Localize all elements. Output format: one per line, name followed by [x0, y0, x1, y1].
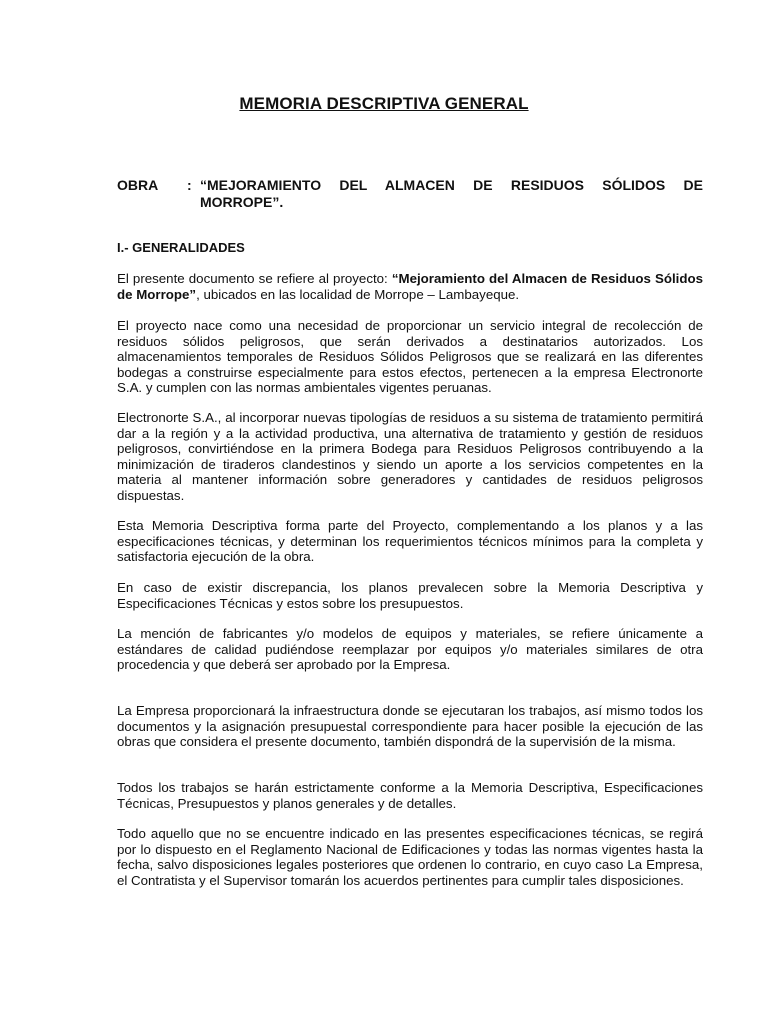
obra-label: OBRA: [117, 177, 159, 193]
section-heading: I.- GENERALIDADES: [117, 240, 245, 255]
obra-value: “MEJORAMIENTO DEL ALMACEN DE RESIDUOS SÓLIDOS DE MORROPE”.: [200, 177, 703, 210]
paragraph-1: El proyecto nace como una necesidad de proporcionar un servicio integral de recolección de residuos sólidos peligrosos, que serán derivados a destinatarios autorizados. Los almacenamientos temporales de Residuos Sólidos Peligrosos que se realizará en las diferentes bodegas a construirse especialmente para estos efectos, pertenecen a la empresa Electronorte S.A. y cumplen con las normas ambientales vigentes peruanas.: [117, 318, 703, 396]
intro-paragraph: [117, 271, 703, 302]
paragraph-7: Todos los trabajos se harán estrictamente conforme a la Memoria Descriptiva, Especificaciones Técnicas, Presupuestos y planos generales y de detalles.: [117, 780, 703, 811]
paragraph-5: La mención de fabricantes y/o modelos de equipos y materiales, se refiere únicamente a estándares de calidad pudiéndose reemplazar por equipos y/o materiales similares de otra procedencia y que deberá ser aprobado por la Empresa.: [117, 626, 703, 673]
paragraph-8: Todo aquello que no se encuentre indicado en las presentes especificaciones técnicas, se regirá por lo dispuesto en el Reglamento Nacional de Edificaciones y todas las normas vigentes hasta la fecha, salvo disposiciones legales posteriores que ordenen lo contrario, en cuyo caso La Empresa, el Contratista y el Supervisor tomarán los acuerdos pertinentes para cumplir tales disposiciones.: [117, 826, 703, 888]
project-name: “Mejoramiento del Almacen de Residuos Sólidos de Morrope”: [117, 271, 703, 302]
paragraph-6: La Empresa proporcionará la infraestructura donde se ejecutaran los trabajos, así mismo todos los documentos y la asignación presupuestal correspondiente para hacer posible la ejecución de las obras que considera el presente documento, también dispondrá de la supervisión de la misma.: [117, 703, 703, 750]
paragraph-2: Electronorte S.A., al incorporar nuevas tipologías de residuos a su sistema de tratamiento permitirá dar a la región y a la actividad productiva, una alternativa de tratamiento y gestión de residuos peligrosos, convirtiéndose en la primera Bodega para Residuos Peligrosos contribuyendo a la minimización de tiraderos clandestinos y siendo un aporte a los servicios competentes en la materia al mantener información sobre generadores y cantidades de residuos peligrosos dispuestas.: [117, 410, 703, 503]
intro-text-pre: El presente documento se refiere al proyecto:: [117, 271, 392, 286]
paragraph-3: Esta Memoria Descriptiva forma parte del Proyecto, complementando a los planos y a las especificaciones técnicas, y determinan los requerimientos técnicos mínimos para la completa y satisfactoria ejecución de la obra.: [117, 518, 703, 565]
paragraph-4: En caso de existir discrepancia, los planos prevalecen sobre la Memoria Descriptiva y Especificaciones Técnicas y estos sobre los presupuestos.: [117, 580, 703, 611]
intro-text-post: , ubicados en las localidad de Morrope – Lambayeque.: [196, 286, 520, 302]
document-title: MEMORIA DESCRIPTIVA GENERAL: [239, 94, 529, 113]
obra-colon: :: [187, 177, 192, 193]
